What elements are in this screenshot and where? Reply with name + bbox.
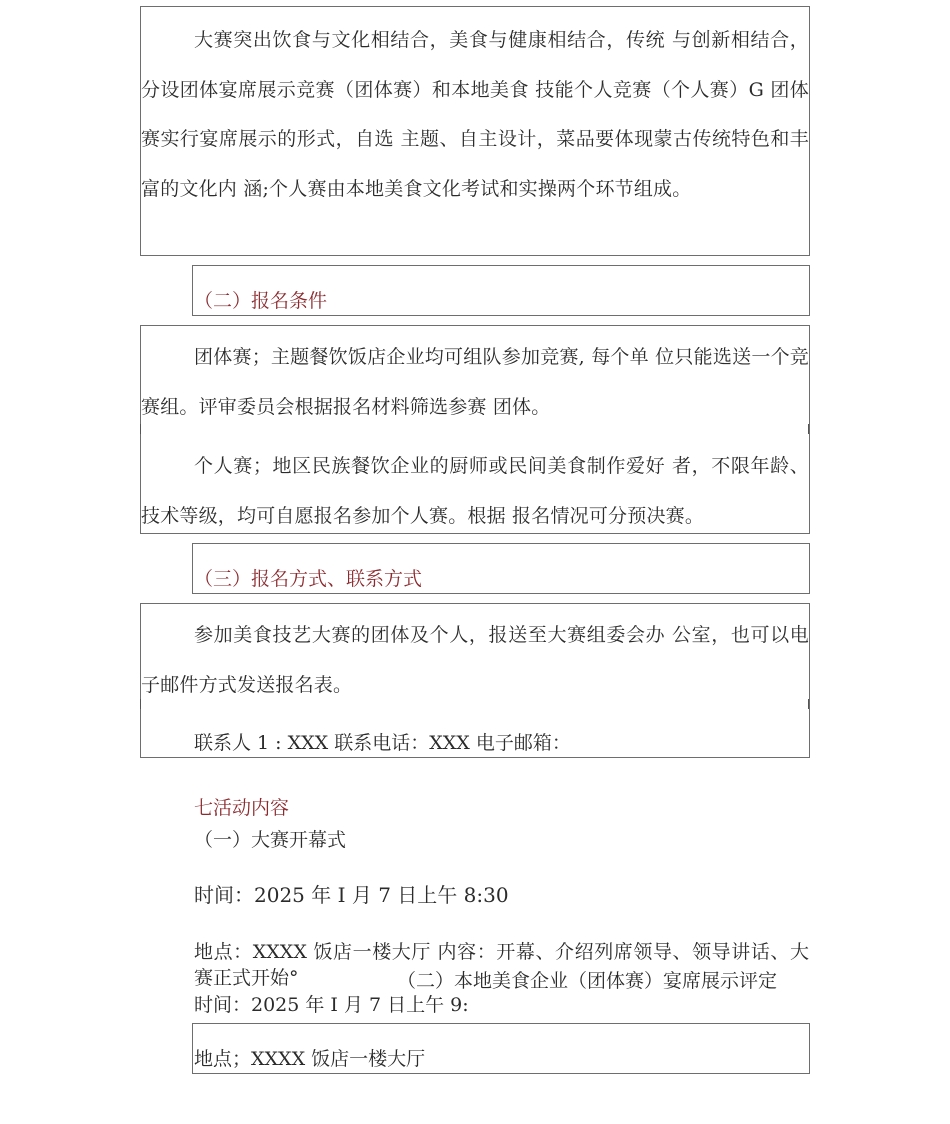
activities-heading: 七活动内容 <box>194 797 290 819</box>
opening-place-content: 地点：XXXX 饭店一楼大厅 内容：开幕、介绍列席领导、领导讲话、大赛正式开始° <box>194 941 809 989</box>
opening-title: （一）大赛开幕式 <box>194 829 347 851</box>
next-title: （二）本地美食企业（团体赛）宴席展示评定 <box>397 970 778 992</box>
conditions-heading: （二）报名条件 <box>194 290 328 312</box>
team-paragraph: 团体赛；主题餐饮饭店企业均可组队参加竞赛, 每个单 位只能选送一个竞赛组。评审委员会根据报名材料筛选参赛 团体。 <box>141 346 809 418</box>
opening-time: 时间：2025 年 I 月 7 日上午 8:30 <box>194 883 509 907</box>
next-time: 时间：2025 年 I 月 7 日上午 9: <box>194 994 469 1016</box>
next-place: 地点；XXXX 饭店一楼大厅 <box>194 1048 426 1070</box>
registration-heading: （三）报名方式、联系方式 <box>194 568 423 590</box>
individual-paragraph: 个人赛；地区民族餐饮企业的厨师或民间美食制作爱好 者，不限年龄、技术等级，均可自愿报名参加个人赛。根据 报名情况可分预决赛。 <box>141 455 809 527</box>
intro-paragraph: 大赛突出饮食与文化相结合，美食与健康相结合，传统 与创新相结合，分设团体宴席展示竞赛（团体赛）和本地美食 技能个人竞赛（个人赛）G 团体赛实行宴席展示的形式，自选 主题、自主设计，菜品要体现蒙古传统特色和丰富的文化内 涵;个人赛由本地美食文化考试和实操两个环节组成。 <box>141 29 809 200</box>
contact-line: 联系人 1 : XXX 联系电话：XXX 电子邮箱： <box>194 732 571 754</box>
registration-paragraph: 参加美食技艺大赛的团体及个人，报送至大赛组委会办 公室，也可以电子邮件方式发送报名表。 <box>141 624 809 696</box>
